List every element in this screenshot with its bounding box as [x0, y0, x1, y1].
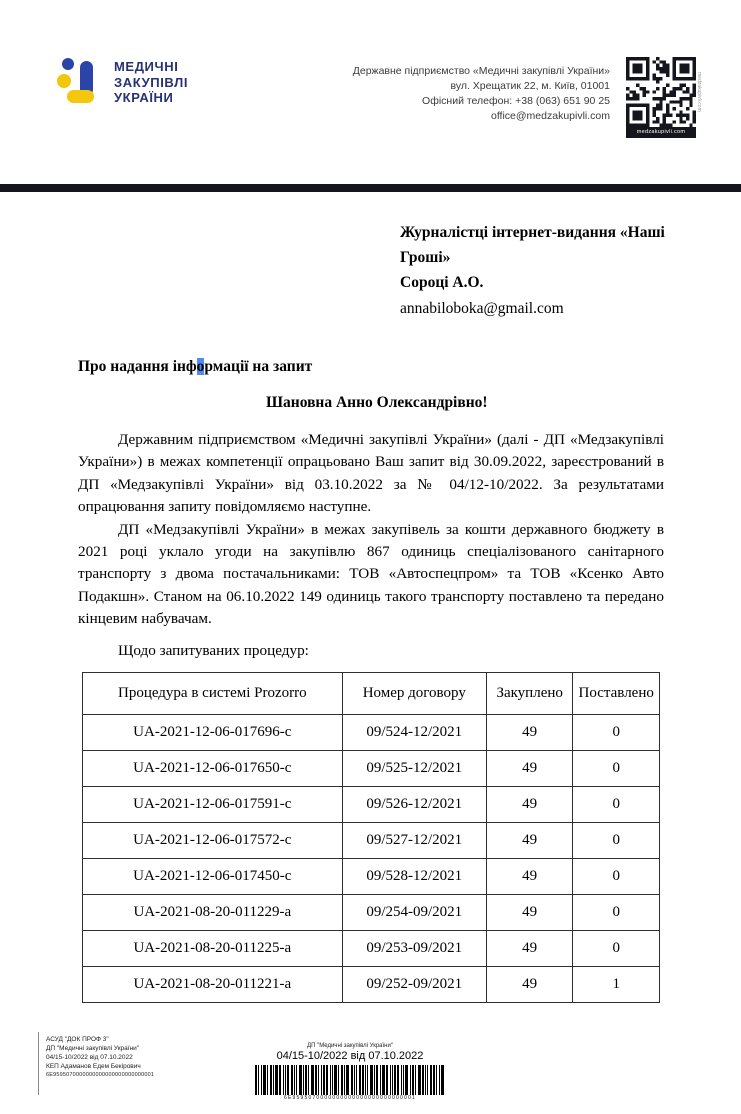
- logo-dot-blue: [62, 58, 74, 70]
- doc-org-label: ДП "Медичні закупівлі України": [307, 1043, 393, 1049]
- recipient-block: [400, 220, 672, 321]
- logo-dot-yellow: [57, 74, 71, 88]
- table-cell: 49: [486, 895, 573, 931]
- recipient-name: Сороці А.О.: [400, 274, 484, 291]
- stamp-line-org: ДП "Медичні закупівлі України": [46, 1045, 140, 1052]
- subject-line: [78, 358, 312, 376]
- stamp-line-number: 04/15-10/2022 від 07.10.2022: [46, 1054, 133, 1061]
- table-header-row: [83, 673, 660, 715]
- body-paragraph: Державним підприємством «Медичні закупівлі України» (далі - ДП «Медзакупівлі України») в межах компетенції опрацьовано Ваш запит від 30.09.2022, зареєстрований в ДП «Медзакупівлі України» від 03.10.2022 за № 04/12-10/2022. За результатами опрацювання запиту повідомляємо наступне.: [78, 431, 664, 516]
- table-cell: 49: [486, 823, 573, 859]
- procedures-table: [82, 672, 660, 1003]
- table-cell: 09/253-09/2021: [342, 931, 486, 967]
- salutation-line: Шановна Анно Олександрівно!: [266, 394, 488, 411]
- table-cell: UA-2021-08-20-011221-a: [83, 967, 343, 1003]
- table-cell: 49: [486, 787, 573, 823]
- table-cell: 49: [486, 967, 573, 1003]
- table-row: [83, 895, 660, 931]
- table-cell: UA-2021-12-06-017696-c: [83, 715, 343, 751]
- column-header-purchased: Закуплено: [486, 673, 573, 715]
- contact-email-link[interactable]: office@medzakupivli.com: [490, 110, 610, 122]
- stamp-line-signer: КЕП Адаманов Едем Бекірович: [46, 1063, 141, 1070]
- table-cell: 49: [486, 751, 573, 787]
- org-logo-text: [114, 58, 188, 106]
- recipient-line: Журналістці інтернет-видання «Наші: [400, 224, 665, 241]
- column-header-procedure: Процедура в системі Prozorro: [83, 673, 343, 715]
- recipient-line: Гроші»: [400, 249, 451, 266]
- stamp-divider-line: [38, 1032, 39, 1095]
- body-paragraph: ДП «Медзакупівлі України» в межах закупівель за кошти державного бюджету в 2021 році уклало угоди на закупівлю 867 одиниць спеціалізованого санітарного транспорту з двома постачальниками: ТОВ «Автоспецпром» та ТОВ «Ксенко Авто Подакшн». Станом на 06.10.2022 149 одиниць такого транспорту поставлено та передано кінцевим набувачам.: [78, 520, 664, 628]
- logo-mark-icon: [57, 58, 103, 104]
- table-cell: 09/527-12/2021: [342, 823, 486, 859]
- signature-stamp: [46, 1035, 154, 1080]
- column-header-delivered: Поставлено: [573, 673, 660, 715]
- table-cell: 0: [573, 895, 660, 931]
- table-cell: 0: [573, 787, 660, 823]
- table-cell: 0: [573, 931, 660, 967]
- contact-line-org: Державне підприємство «Медичні закупівлі України»: [352, 65, 610, 77]
- table-cell: 49: [486, 715, 573, 751]
- barcode-text: 6Е9595070000000000000000000000001: [284, 1095, 416, 1101]
- table-cell: UA-2021-12-06-017650-c: [83, 751, 343, 787]
- barcode-icon: [255, 1065, 445, 1095]
- table-cell: 09/526-12/2021: [342, 787, 486, 823]
- doc-number-label: 04/15-10/2022 від 07.10.2022: [276, 1050, 424, 1062]
- table-cell: 09/525-12/2021: [342, 751, 486, 787]
- stamp-line-system: АСУД "ДОК ПРОФ 3": [46, 1036, 109, 1043]
- contact-block: [353, 64, 610, 124]
- barcode-block: [240, 1043, 460, 1101]
- table-row: [83, 787, 660, 823]
- table-cell: 0: [573, 823, 660, 859]
- table-cell: UA-2021-08-20-011229-a: [83, 895, 343, 931]
- header-divider-bar: [0, 184, 741, 192]
- logo-line: УКРАЇНИ: [114, 90, 174, 105]
- table-cell: UA-2021-12-06-017572-c: [83, 823, 343, 859]
- body-text: [78, 429, 664, 662]
- table-cell: 49: [486, 931, 573, 967]
- subject-prefix: Про надання інф: [78, 358, 197, 375]
- logo-line: МЕДИЧНІ: [114, 59, 179, 74]
- org-logo: [57, 58, 188, 106]
- table-row: [83, 751, 660, 787]
- qr-side-label: medzakupivli.com: [696, 72, 702, 112]
- table-cell: 09/254-09/2021: [342, 895, 486, 931]
- qr-code-icon: [626, 57, 696, 127]
- table-cell: 0: [573, 751, 660, 787]
- table-cell: 1: [573, 967, 660, 1003]
- table-cell: UA-2021-12-06-017450-c: [83, 859, 343, 895]
- table-cell: 09/528-12/2021: [342, 859, 486, 895]
- table-row: [83, 859, 660, 895]
- qr-caption: medzakupivli.com: [626, 127, 696, 138]
- table-cell: 09/524-12/2021: [342, 715, 486, 751]
- table-cell: 0: [573, 715, 660, 751]
- contact-line-address: вул. Хрещатик 22, м. Київ, 01001: [450, 80, 610, 92]
- subject-suffix: рмації на запит: [204, 358, 313, 375]
- logo-bar-yellow: [67, 90, 94, 103]
- table-cell: 09/252-09/2021: [342, 967, 486, 1003]
- table-cell: 0: [573, 859, 660, 895]
- logo-line: ЗАКУПІВЛІ: [114, 74, 189, 90]
- table-cell: UA-2021-08-20-011225-a: [83, 931, 343, 967]
- recipient-email-link[interactable]: annabiloboka@gmail.com: [400, 300, 564, 317]
- table-row: [83, 823, 660, 859]
- table-row: [83, 967, 660, 1003]
- table-cell: 49: [486, 859, 573, 895]
- contact-line-phone: Офісний телефон: +38 (063) 651 90 25: [422, 95, 610, 107]
- stamp-line-id: 6Е9595070000000000000000000000001: [46, 1072, 155, 1078]
- text-selection-highlight: о: [196, 358, 205, 375]
- table-row: [83, 715, 660, 751]
- table-cell: UA-2021-12-06-017591-c: [83, 787, 343, 823]
- table-row: [83, 931, 660, 967]
- table-lead-in: Щодо запитуваних процедур:: [118, 641, 309, 659]
- qr-block: [626, 57, 702, 138]
- column-header-contract: Номер договору: [342, 673, 486, 715]
